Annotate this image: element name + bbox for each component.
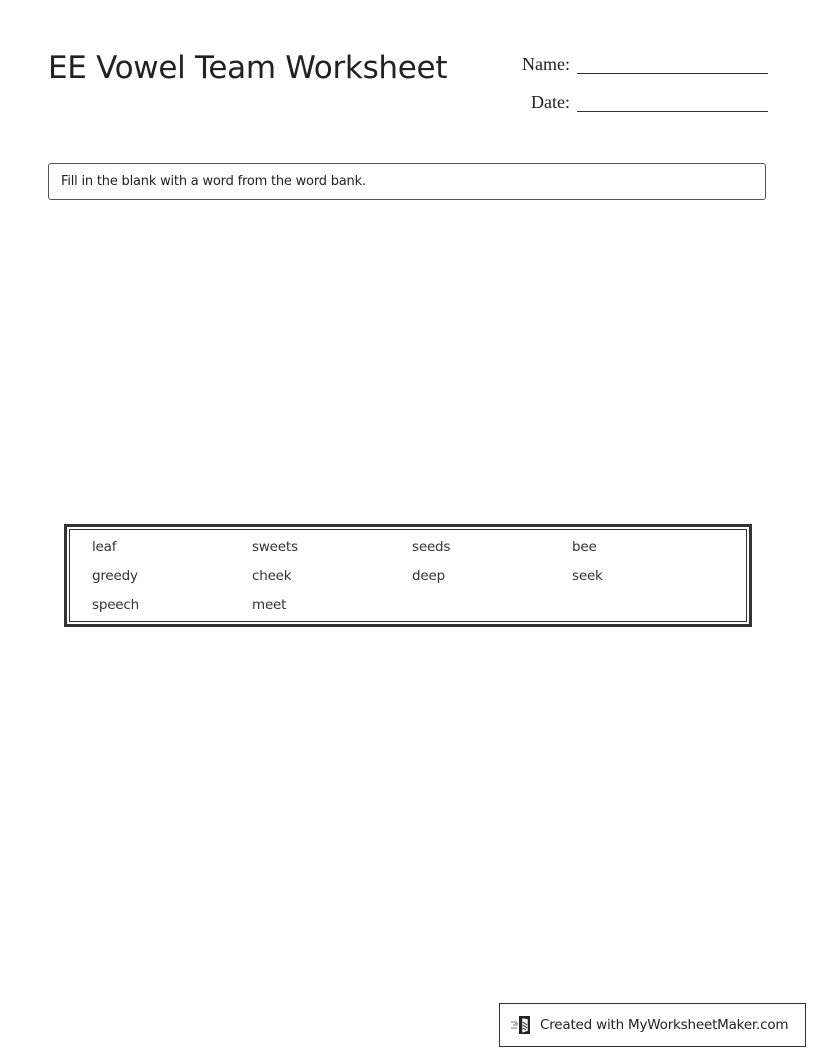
word-bank-item: meet	[252, 597, 287, 613]
word-bank-item: bee	[572, 539, 597, 555]
name-label: Name:	[522, 54, 570, 74]
myworksheetmaker-logo-icon	[510, 1014, 534, 1036]
instructions-text: Fill in the blank with a word from the word bank.	[61, 174, 366, 189]
footer-credit-text: Created with MyWorksheetMaker.com	[540, 1017, 789, 1033]
word-bank-item: deep	[412, 568, 445, 584]
word-bank-item: leaf	[92, 539, 117, 555]
name-blank-line[interactable]	[577, 55, 768, 74]
name-field	[500, 54, 768, 74]
word-bank-item: seek	[572, 568, 603, 584]
instructions-box	[48, 163, 766, 200]
word-bank-grid	[92, 538, 732, 625]
word-bank-item: speech	[92, 597, 139, 613]
date-blank-line[interactable]	[577, 93, 768, 112]
word-bank	[64, 524, 752, 627]
worksheet-title: EE Vowel Team Worksheet	[48, 50, 448, 86]
date-field	[500, 92, 768, 112]
word-bank-item: cheek	[252, 568, 292, 584]
word-bank-item: greedy	[92, 568, 138, 584]
word-bank-item: sweets	[252, 539, 298, 555]
footer-credit-badge[interactable]	[499, 1003, 806, 1047]
word-bank-inner-border	[69, 529, 747, 622]
date-label: Date:	[531, 92, 570, 112]
word-bank-item: seeds	[412, 539, 451, 555]
